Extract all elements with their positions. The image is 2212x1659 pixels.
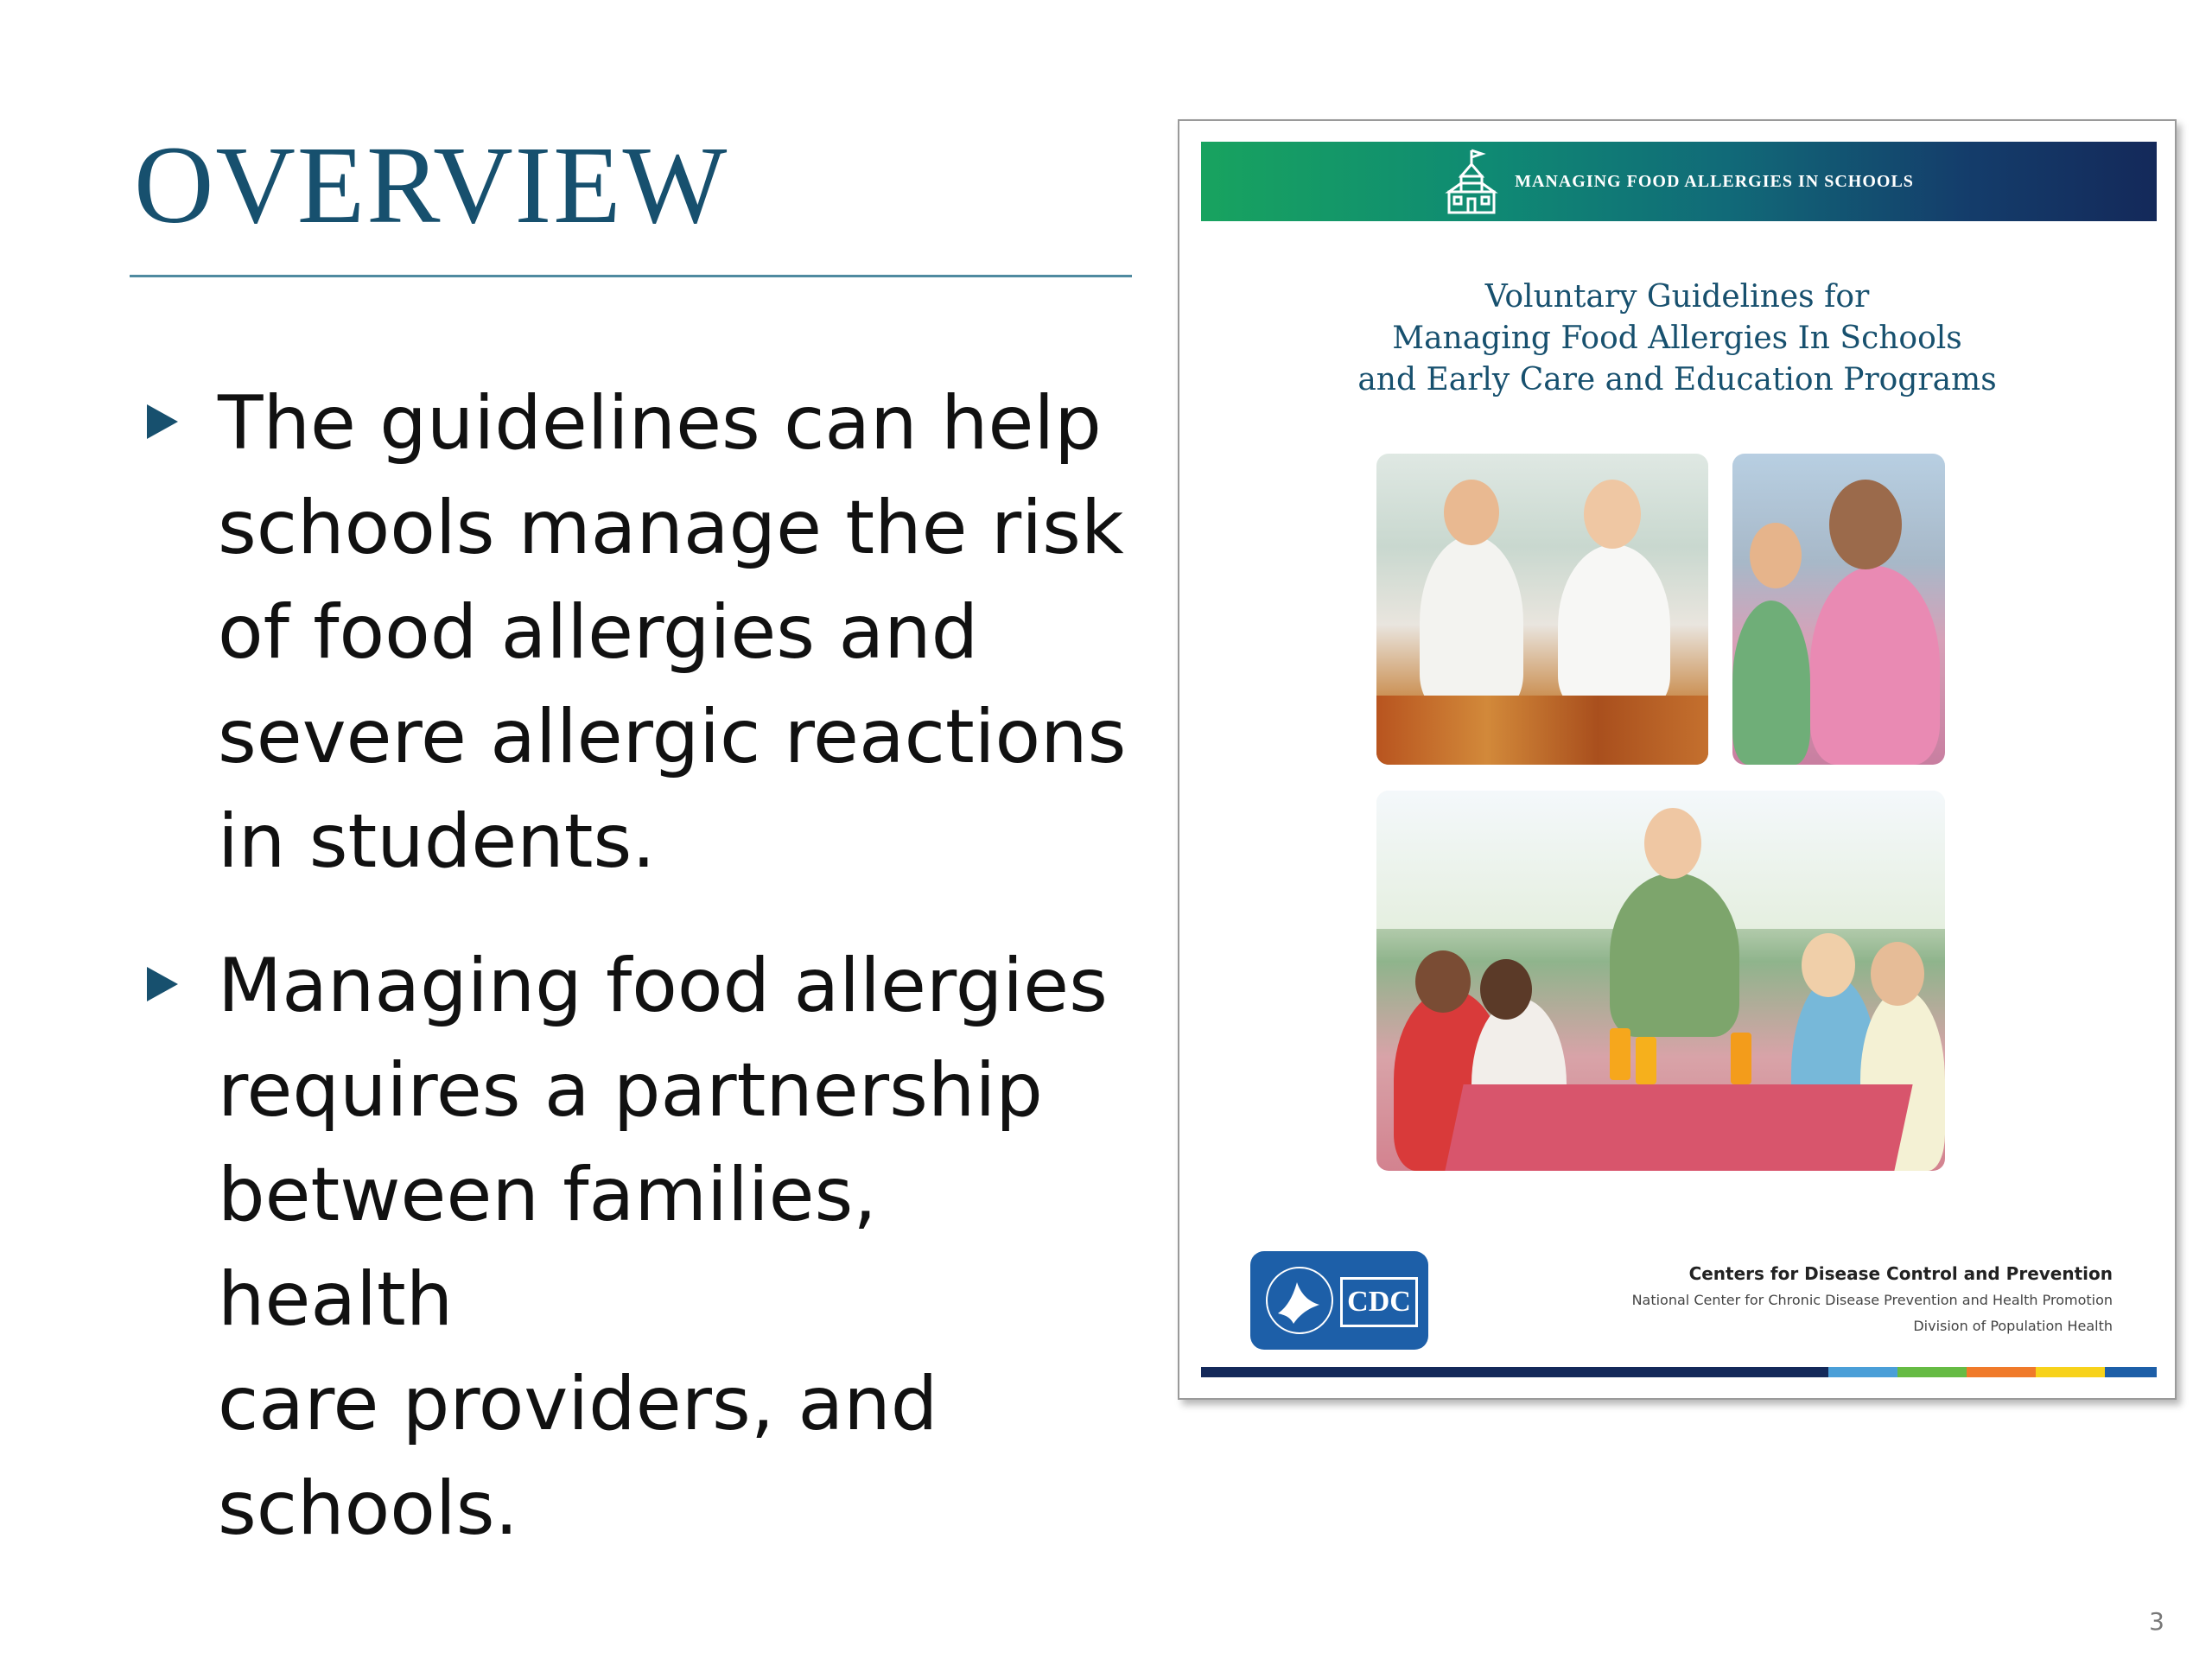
cover-banner	[1201, 142, 2157, 221]
bullet-item	[147, 372, 1132, 894]
bullet-line: schools manage the risk	[218, 485, 1124, 571]
cdc-logo-text: CDC	[1340, 1277, 1418, 1327]
bullet-line: requires a partnership	[218, 1047, 1043, 1134]
bullet-line: between families, health	[218, 1152, 877, 1343]
cover-title	[1179, 276, 2175, 401]
cover-title-line: Voluntary Guidelines for	[1484, 279, 1870, 315]
cover-title-line: and Early Care and Education Programs	[1357, 362, 1997, 397]
bullet-line: care providers, and	[218, 1361, 938, 1447]
footer-stripe-segment	[1828, 1367, 1897, 1377]
footer-stripe-segment	[1897, 1367, 1967, 1377]
banner-title: MANAGING FOOD ALLERGIES IN SCHOOLS	[1515, 171, 1914, 191]
triangle-bullet-icon	[147, 404, 178, 439]
cdc-logo	[1250, 1251, 1428, 1350]
schoolhouse-icon	[1444, 147, 1499, 216]
footer-stripe-segment	[1967, 1367, 2036, 1377]
bullet-line: Managing food allergies	[218, 943, 1108, 1029]
bullet-line: of food allergies and	[218, 589, 979, 676]
bullet-line: in students.	[218, 798, 656, 885]
agency-division: Division of Population Health	[1913, 1318, 2113, 1334]
cafeteria-workers-photo	[1376, 454, 1708, 765]
bullet-line: The guidelines can help	[218, 380, 1102, 467]
title-divider	[130, 275, 1132, 277]
bullet-list	[147, 372, 1132, 1601]
agency-block	[1632, 1260, 2113, 1339]
document-cover-image	[1178, 119, 2177, 1400]
page-number: 3	[2149, 1607, 2164, 1636]
agency-name: Centers for Disease Control and Prevention	[1688, 1263, 2113, 1284]
classroom-lunch-photo	[1376, 791, 1945, 1171]
footer-stripe-segment	[2036, 1367, 2105, 1377]
bullet-item	[147, 934, 1132, 1561]
bullet-line: severe allergic reactions	[218, 694, 1127, 780]
footer-stripe-segment	[2105, 1367, 2157, 1377]
bullet-text	[218, 372, 1132, 894]
bullet-text	[218, 934, 1132, 1561]
bullet-line: schools.	[218, 1465, 518, 1552]
cover-footer-stripe	[1201, 1367, 2157, 1377]
agency-center: National Center for Chronic Disease Prevention and Health Promotion	[1631, 1292, 2113, 1308]
slide-title: OVERVIEW	[134, 124, 729, 246]
triangle-bullet-icon	[147, 967, 178, 1001]
cover-title-line: Managing Food Allergies In Schools	[1392, 321, 1962, 356]
footer-stripe-segment	[1201, 1367, 1828, 1377]
students-eating-photo	[1732, 454, 1945, 765]
hhs-eagle-icon	[1262, 1263, 1337, 1338]
